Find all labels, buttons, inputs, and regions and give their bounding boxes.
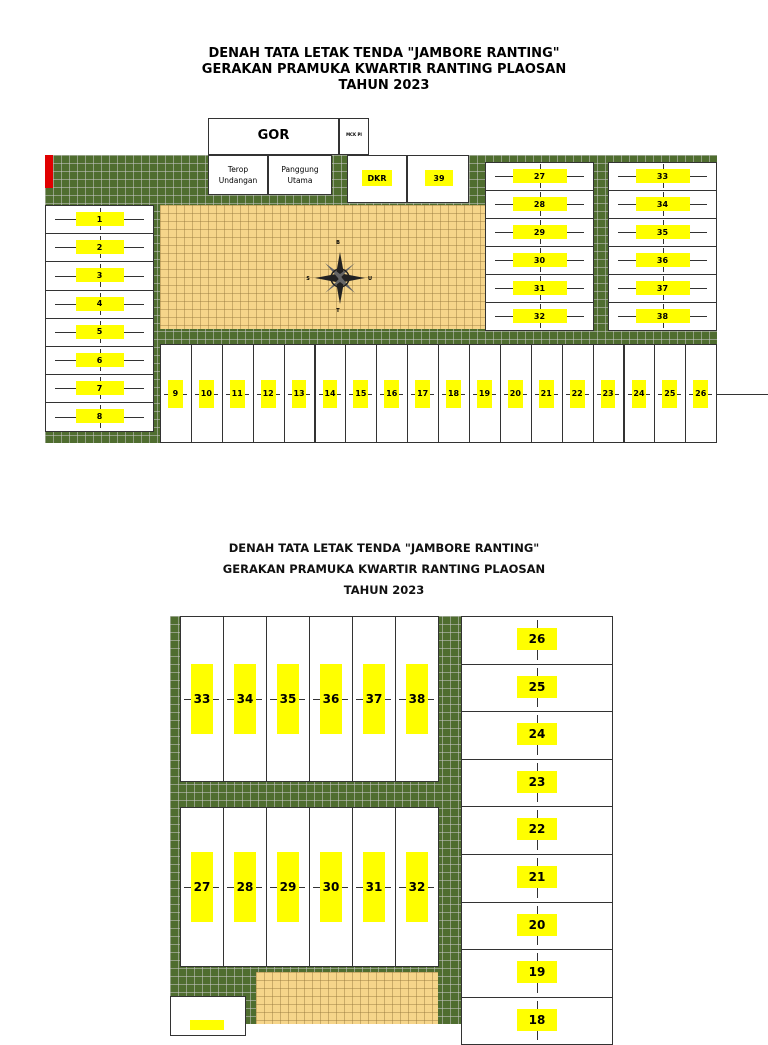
mck-label: MCK PI (346, 132, 362, 137)
tent-label: 15 (353, 380, 368, 408)
tent-label: 37 (636, 281, 690, 295)
tent-label: 19 (517, 961, 557, 983)
tent-label: 27 (191, 852, 213, 922)
tent-label: 31 (513, 281, 567, 295)
compass-rose-icon (305, 240, 375, 315)
tent-label: 4 (76, 297, 124, 311)
tent-label: 36 (636, 253, 690, 267)
compass-north: B (336, 240, 340, 246)
tent-label: 26 (517, 628, 557, 650)
compass-south: T (336, 308, 340, 314)
tent-label: 25 (662, 380, 677, 408)
tent-label: 16 (384, 380, 399, 408)
tent-label: 33 (191, 664, 213, 734)
tent-label: 21 (539, 380, 554, 408)
tent-label: 25 (517, 676, 557, 698)
tent-label: 21 (517, 866, 557, 888)
tent-label: 14 (323, 380, 338, 408)
tent-label: 29 (277, 852, 299, 922)
tent-label: 10 (199, 380, 214, 408)
tent-label: 22 (517, 818, 557, 840)
tent-label: 35 (277, 664, 299, 734)
tent-label: 2 (76, 240, 124, 254)
compass-west: S (306, 276, 310, 282)
tent-label: 34 (234, 664, 256, 734)
tent-label: 23 (601, 380, 616, 408)
tent-label: 24 (632, 380, 647, 408)
tent-label: 18 (517, 1009, 557, 1031)
tent-label: 12 (261, 380, 276, 408)
tent-label: 22 (570, 380, 585, 408)
tent-label: 28 (513, 197, 567, 211)
tent-label: 32 (406, 852, 428, 922)
tent-label: 8 (76, 409, 124, 423)
gor-label: GOR (257, 128, 290, 143)
tent-label: 23 (517, 771, 557, 793)
bottom-map-title: DENAH TATA LETAK TENDA "JAMBORE RANTING" GERAKAN PRAMUKA KWARTIR RANTING PLAOSAN TAHUN 2023 (222, 541, 546, 597)
red-marker (45, 155, 53, 188)
tent-label: 38 (636, 309, 690, 323)
tent-label: 17 (415, 380, 430, 408)
tent-label: 7 (76, 381, 124, 395)
tent-label: 35 (636, 225, 690, 239)
tent-label: 28 (234, 852, 256, 922)
tent-label: 3 (76, 268, 124, 282)
tent-label: 32 (513, 309, 567, 323)
tent-label: 20 (517, 914, 557, 936)
panggung-label: Panggung Utama (281, 165, 319, 185)
bottom-field (256, 972, 438, 1024)
tent-label: 9 (168, 380, 183, 408)
tent-label: 34 (636, 197, 690, 211)
compass-east: U (367, 276, 373, 282)
tent-label: 5 (76, 325, 124, 339)
bottom-left-box (170, 996, 246, 1036)
tent-label: 29 (513, 225, 567, 239)
tent-label: 33 (636, 169, 690, 183)
tent-label: 27 (513, 169, 567, 183)
tent-39-label: 39 (425, 170, 453, 186)
tent-label: 30 (320, 852, 342, 922)
tent-label: 31 (363, 852, 385, 922)
dkr-label: DKR (362, 170, 392, 186)
tent-label: 11 (230, 380, 245, 408)
top-map-title: DENAH TATA LETAK TENDA "JAMBORE RANTING" GERAKAN PRAMUKA KWARTIR RANTING PLAOSAN TAHUN 2023 (201, 46, 567, 93)
tent-label: 20 (508, 380, 523, 408)
tent-label: 38 (406, 664, 428, 734)
tent-label: 18 (446, 380, 461, 408)
tent-label: 6 (76, 353, 124, 367)
bottom-left-label (190, 1020, 224, 1030)
tent-label: 24 (517, 723, 557, 745)
tent-label: 19 (477, 380, 492, 408)
tent-label: 1 (76, 212, 124, 226)
tent-label: 37 (363, 664, 385, 734)
tent-label: 30 (513, 253, 567, 267)
tent-label: 26 (693, 380, 708, 408)
tent-label: 36 (320, 664, 342, 734)
tent-label: 13 (292, 380, 307, 408)
terop-label: Terop Undangan (218, 165, 258, 185)
